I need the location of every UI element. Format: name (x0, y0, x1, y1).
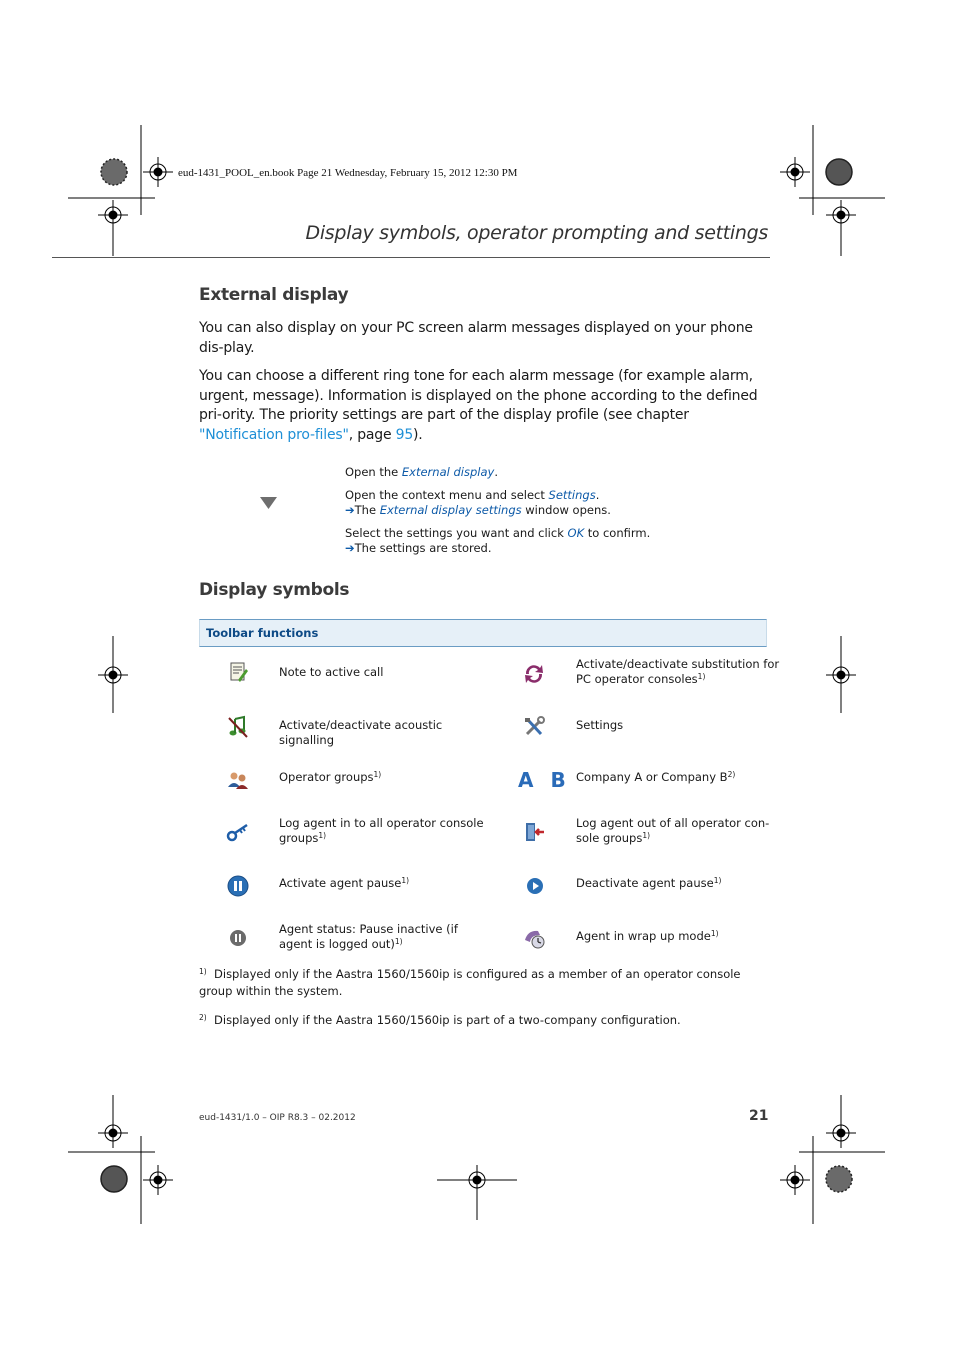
row-3-right-label: Company A or Company B (576, 770, 728, 784)
settings-tools-icon (522, 715, 546, 739)
row-1-right-text (576, 657, 791, 687)
footnote-1-mark: 1) (199, 967, 207, 976)
row-6-left-text (279, 922, 494, 952)
key-login-icon (226, 820, 250, 844)
footnote-ref: 1) (710, 929, 719, 938)
footnote-ref: 1) (373, 770, 382, 779)
header-rule (52, 257, 770, 258)
book-info: eud-1431_POOL_en.book Page 21 Wednesday, February 15, 2012 12:30 PM (178, 167, 518, 179)
step-3-text: Select the settings you want and click (345, 526, 568, 540)
step-2-target: Settings (548, 488, 596, 502)
step-3-end: to confirm. (584, 526, 651, 540)
step-3 (345, 526, 765, 556)
step-1-target: External display (401, 465, 495, 479)
page-header-title: Display symbols, operator prompting and settings (305, 222, 768, 244)
paragraph-2-text: You can choose a different ring tone for each alarm message (for example alarm, urgent, message). Information is displayed on the phone according to the defined pri-ority. The priority settings are part of the display profile (see chapter (199, 368, 758, 423)
link-page-95[interactable]: 95 (395, 426, 414, 443)
paragraph-2-mid: , page (348, 426, 396, 443)
page-number: 21 (749, 1108, 769, 1124)
footnote-1-text: Displayed only if the Aastra 1560/1560ip is configured as a member of an operator console group within the system. (199, 967, 741, 998)
row-5-right-label: Deactivate agent pause (576, 876, 714, 890)
row-3-left-label: Operator groups (279, 770, 374, 784)
row-5-left-label: Activate agent pause (279, 876, 402, 890)
row-4-right-text (576, 816, 791, 846)
company-ab-icon: A B (518, 768, 571, 792)
link-notification-profiles[interactable]: "Notification pro-files" (199, 426, 349, 443)
row-4-left-label: Log agent in to all operator console groups (279, 816, 484, 845)
table-header (199, 619, 767, 647)
footnote-ref: 2) (727, 770, 736, 779)
paragraph-2 (199, 367, 769, 445)
footnote-ref: 1) (697, 672, 706, 681)
row-2-right-text (576, 718, 791, 733)
footnote-ref: 1) (713, 876, 722, 885)
row-6-left-label: Agent status: Pause inactive (if agent is logged out) (279, 922, 458, 951)
row-1-left-label: Note to active call (279, 665, 384, 679)
row-3-left-text (279, 770, 494, 785)
footnote-ref: 1) (401, 876, 410, 885)
pause-grey-icon (229, 929, 247, 947)
paragraph-1: You can also display on your PC screen alarm messages displayed on your phone dis-play. (199, 320, 753, 356)
substitution-icon (522, 662, 546, 686)
logout-door-icon (522, 820, 546, 844)
play-blue-icon (526, 877, 544, 895)
step-2-text: Open the context menu and select (345, 488, 549, 502)
row-6-right-label: Agent in wrap up mode (576, 929, 711, 943)
footnote-2 (199, 1012, 769, 1029)
result-arrow-icon: ➔ (345, 541, 355, 555)
step-1-end: . (494, 465, 498, 479)
footnote-ref: 1) (394, 937, 403, 946)
row-2-left-text (279, 718, 494, 748)
step-3-result: The settings are stored. (354, 541, 492, 555)
footnote-2-text: Displayed only if the Aastra 1560/1560ip is part of a two-company configuration. (214, 1013, 681, 1027)
row-4-left-text (279, 816, 494, 846)
footnote-2-mark: 2) (199, 1013, 207, 1022)
step-2 (345, 488, 765, 518)
row-3-right-text (576, 770, 791, 785)
operator-groups-icon (226, 768, 250, 792)
step-2-end: . (595, 488, 600, 502)
wrap-up-icon (522, 926, 546, 950)
note-icon (226, 660, 250, 684)
step-1 (345, 465, 765, 480)
row-2-left-label: Activate/deactivate acoustic signalling (279, 718, 443, 747)
step-1-text: Open the (345, 465, 402, 479)
section-heading-display-symbols: Display symbols (199, 580, 350, 600)
result-arrow-icon: ➔ (345, 503, 355, 517)
table-header-label: Toolbar functions (206, 626, 319, 640)
section-heading-external-display: External display (199, 285, 349, 305)
row-2-right-label: Settings (576, 718, 624, 732)
row-1-left-text (279, 665, 494, 680)
document-id: eud-1431/1.0 – OIP R8.3 – 02.2012 (199, 1113, 356, 1123)
step-2-result-text: The (354, 503, 380, 517)
row-4-right-label: Log agent out of all operator con-sole groups (576, 816, 770, 845)
menu-triangle-icon (260, 497, 277, 510)
step-3-target: OK (567, 526, 585, 540)
footnote-1 (199, 966, 769, 1000)
footnote-ref: 1) (642, 831, 651, 840)
row-1-right-label: Activate/deactivate substitution for PC operator consoles (576, 657, 780, 686)
row-5-left-text (279, 876, 494, 891)
row-5-right-text (576, 876, 791, 891)
step-2-result-target: External display settings (379, 503, 522, 517)
acoustic-off-icon (226, 715, 250, 739)
paragraph-2-end: ). (413, 426, 423, 443)
step-2-result-end: window opens. (521, 503, 611, 517)
pause-blue-icon (226, 874, 250, 898)
footnote-ref: 1) (318, 831, 327, 840)
row-6-right-text (576, 929, 791, 944)
